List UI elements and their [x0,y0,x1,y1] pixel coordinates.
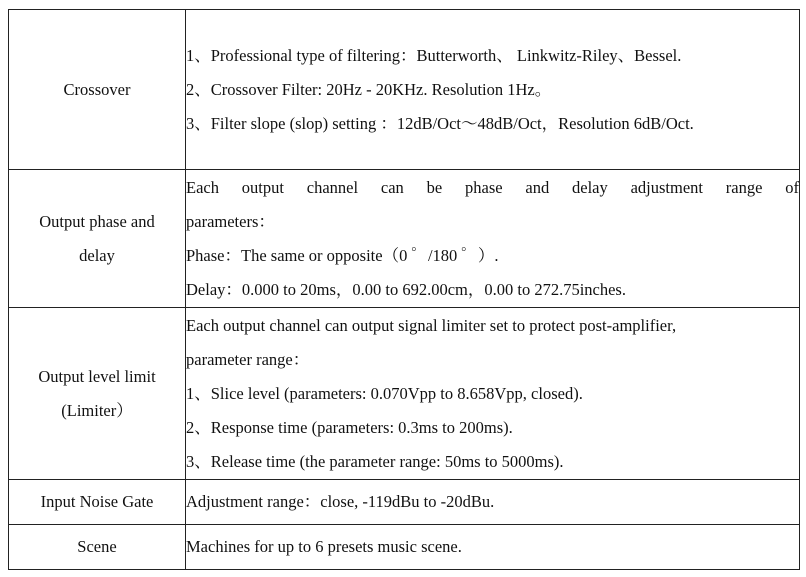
description-line: Each output channel can output signal limiter set to protect post-amplifier, [186,315,677,335]
description-line: 2、Response time (parameters: 0.3ms to 200ms). [186,417,513,437]
row-label: Crossover [63,79,131,99]
description-line: Adjustment range：close, -119dBu to -20dBu. [186,492,495,511]
description-line: 3、Filter slope (slop) setting ：12dB/Oct～48dB/Oct，Resolution 6dB/Oct. [186,113,694,133]
row-label: Input Noise Gate [40,492,154,511]
row-description-cell [186,10,800,170]
description-line: parameter range： [186,349,310,369]
table-row-crossover [9,10,800,170]
row-label: Output level limit [38,366,156,386]
row-description-cell [186,480,800,525]
row-description-cell [186,308,800,480]
description-line: Delay：0.000 to 20ms，0.00 to 692.00cm，0.00 to 272.75inches. [186,279,626,299]
description-line: 1、Slice level (parameters: 0.070Vpp to 8.658Vpp, closed). [186,383,583,403]
row-label: (Limiter） [61,400,133,420]
row-description-cell [186,170,800,308]
row-label-cell [9,525,186,570]
table-row-output-level-limit [9,308,800,480]
row-description-cell [186,525,800,570]
row-label: delay [79,245,115,265]
description-line: Each output channel can be phase and delay adjustment range of [186,177,799,197]
row-label-cell [9,480,186,525]
description-line: 2、Crossover Filter: 20Hz - 20KHz. Resolution 1Hz。 [186,79,552,99]
description-line: Phase：The same or opposite（0 ゜/180 ゜）. [186,245,499,265]
description-line: 3、Release time (the parameter range: 50ms to 5000ms). [186,451,564,471]
table-row-output-phase-delay [9,170,800,308]
table-row-scene [9,525,800,570]
row-label-cell [9,10,186,170]
description-line: Machines for up to 6 presets music scene. [186,537,462,556]
table-row-input-noise-gate [9,480,800,525]
spec-table [8,9,800,570]
description-line: parameters： [186,211,275,231]
row-label: Output phase and [39,211,155,231]
row-label-cell [9,170,186,308]
description-line: 1、Professional type of filtering：Butterworth、 Linkwitz-Riley、Bessel. [186,45,682,65]
row-label: Scene [77,537,117,556]
row-label-cell [9,308,186,480]
